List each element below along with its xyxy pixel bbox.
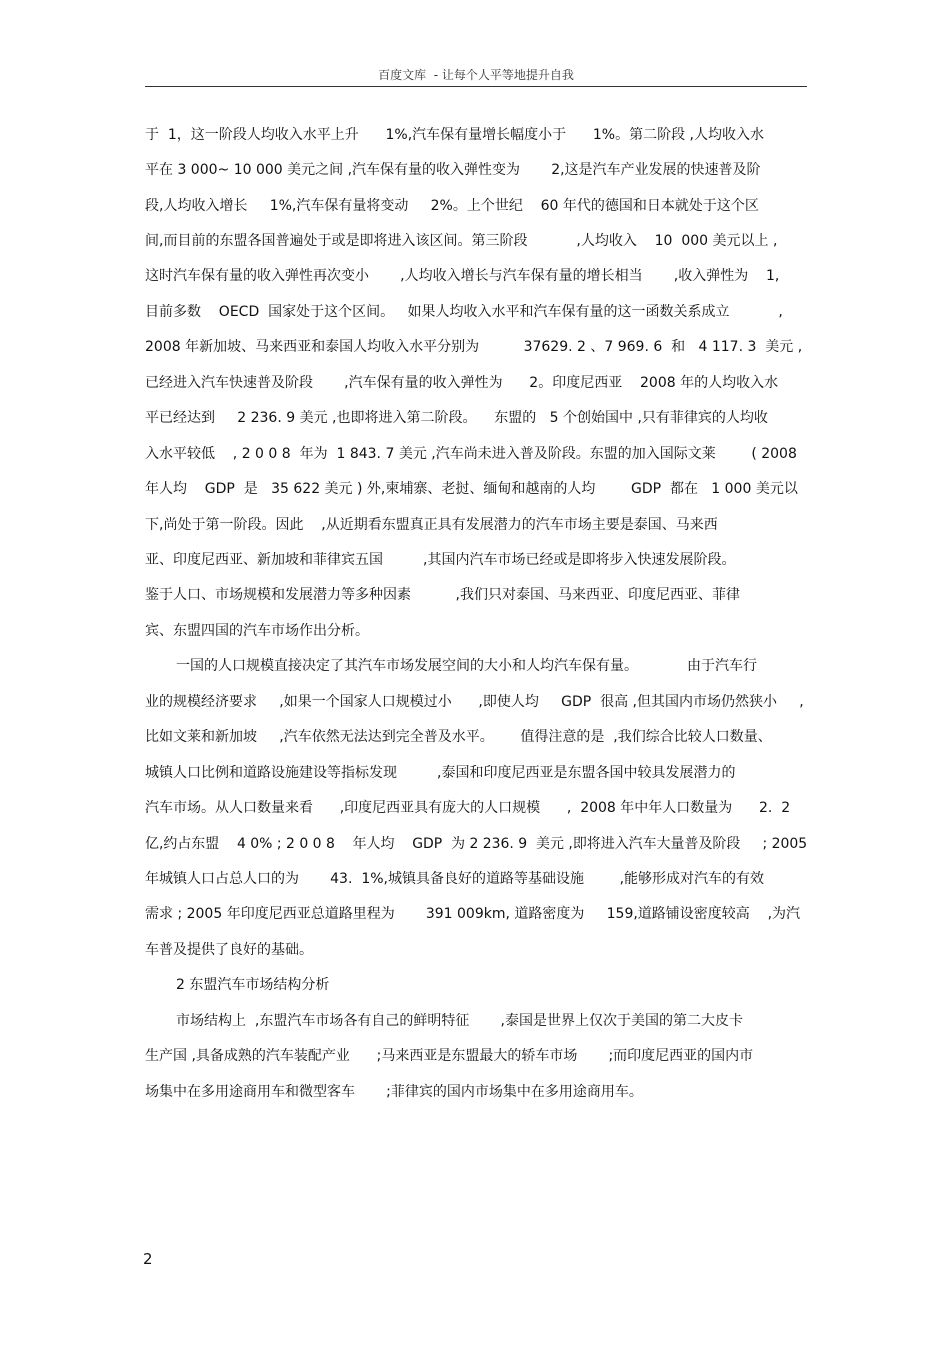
header-divider (145, 86, 807, 87)
paragraph-line: 于 1，这一阶段人均收入水平上升 1%,汽车保有量增长幅度小于 1%。第二阶段 ,人均收入水 (145, 127, 764, 143)
page-header: 百度文库 - 让每个人平等地提升自我 (378, 68, 574, 82)
paragraph-line: 间,而目前的东盟各国普遍处于或是即将进入该区间。第三阶段 ,人均收入 10 000 美元以上 , (145, 233, 778, 249)
paragraph-line: 一国的人口规模直接决定了其汽车市场发展空间的大小和人均汽车保有量。 由于汽车行 (176, 658, 757, 674)
section-heading: 2 东盟汽车市场结构分析 (176, 977, 330, 993)
paragraph-line: 已经进入汽车快速普及阶段 ,汽车保有量的收入弹性为 2。印度尼西亚 2008 年的人均收入水 (145, 375, 779, 391)
paragraph-line: 场集中在多用途商用车和微型客车 ;菲律宾的国内市场集中在多用途商用车。 (145, 1084, 643, 1100)
paragraph-line: 年人均 GDP 是 35 622 美元 ) 外,柬埔寨、老挝、缅甸和越南的人均 GDP 都在 1 000 美元以 (145, 481, 798, 497)
paragraph-line: 需求 ; 2005 年印度尼西亚总道路里程为 391 009km, 道路密度为 159,道路铺设密度较高 ,为汽 (145, 906, 801, 922)
paragraph-line: 2008 年新加坡、马来西亚和泰国人均收入水平分别为 37629. 2 、7 969. 6 和 4 117. 3 美元 , (145, 339, 803, 355)
page-number: 2 (143, 1250, 153, 1268)
paragraph-line: 目前多数 OECD 国家处于这个区间。 如果人均收入水平和汽车保有量的这一函数关系成立 , (145, 304, 783, 320)
paragraph-line: 平已经达到 2 236. 9 美元 ,也即将进入第二阶段。 东盟的 5 个创始国中 ,只有菲律宾的人均收 (145, 410, 768, 426)
paragraph-line: 亚、印度尼西亚、新加坡和菲律宾五国 ,其国内汽车市场已经或是即将步入快速发展阶段。 (145, 552, 736, 568)
paragraph-line: 平在 3 000~ 10 000 美元之间 ,汽车保有量的收入弹性变为 2,这是汽车产业发展的快速普及阶 (145, 162, 761, 178)
paragraph-line: 汽车市场。从人口数量来看 ,印度尼西亚具有庞大的人口规模 , 2008 年中年人口数量为 2. 2 (145, 800, 791, 816)
paragraph-line: 宾、东盟四国的汽车市场作出分析。 (145, 623, 369, 639)
paragraph-line: 城镇人口比例和道路设施建设等指标发现 ,泰国和印度尼西亚是东盟各国中较具发展潜力的 (145, 765, 736, 781)
paragraph-line: 车普及提供了良好的基础。 (145, 942, 313, 958)
paragraph-line: 年城镇人口占总人口的为 43. 1%,城镇具备良好的道路等基础设施 ,能够形成对汽车的有效 (145, 871, 765, 887)
paragraph-line: 比如文莱和新加坡 ,汽车依然无法达到完全普及水平。 值得注意的是 ,我们综合比较人口数量、 (145, 729, 772, 745)
paragraph-line: 市场结构上 ,东盟汽车市场各有自己的鲜明特征 ,泰国是世界上仅次于美国的第二大皮卡 (176, 1013, 743, 1029)
paragraph-line: 下,尚处于第一阶段。因此 ,从近期看东盟真正具有发展潜力的汽车市场主要是泰国、马来西 (145, 517, 718, 533)
paragraph-line: 亿,约占东盟 4 0% ; 2 0 0 8 年人均 GDP 为 2 236. 9 美元 ,即将进入汽车大量普及阶段 ; 2005 (145, 836, 808, 852)
paragraph-line: 段,人均收入增长 1%,汽车保有量将变动 2%。上个世纪 60 年代的德国和日本就处于这个区 (145, 198, 759, 214)
paragraph-line: 生产国 ,具备成熟的汽车装配产业 ;马来西亚是东盟最大的轿车市场 ;而印度尼西亚的国内市 (145, 1048, 754, 1064)
paragraph-line: 入水平较低 , 2 0 0 8 年为 1 843. 7 美元 ,汽车尚未进入普及阶段。东盟的加入国际文莱 ( 2008 (145, 446, 797, 462)
paragraph-line: 业的规模经济要求 ,如果一个国家人口规模过小 ,即使人均 GDP 很高 ,但其国内市场仍然狭小 , (145, 694, 804, 710)
paragraph-line: 这时汽车保有量的收入弹性再次变小 ,人均收入增长与汽车保有量的增长相当 ,收入弹性为 1, (145, 268, 780, 284)
paragraph-line: 鉴于人口、市场规模和发展潜力等多种因素 ,我们只对泰国、马来西亚、印度尼西亚、菲律 (145, 587, 740, 603)
